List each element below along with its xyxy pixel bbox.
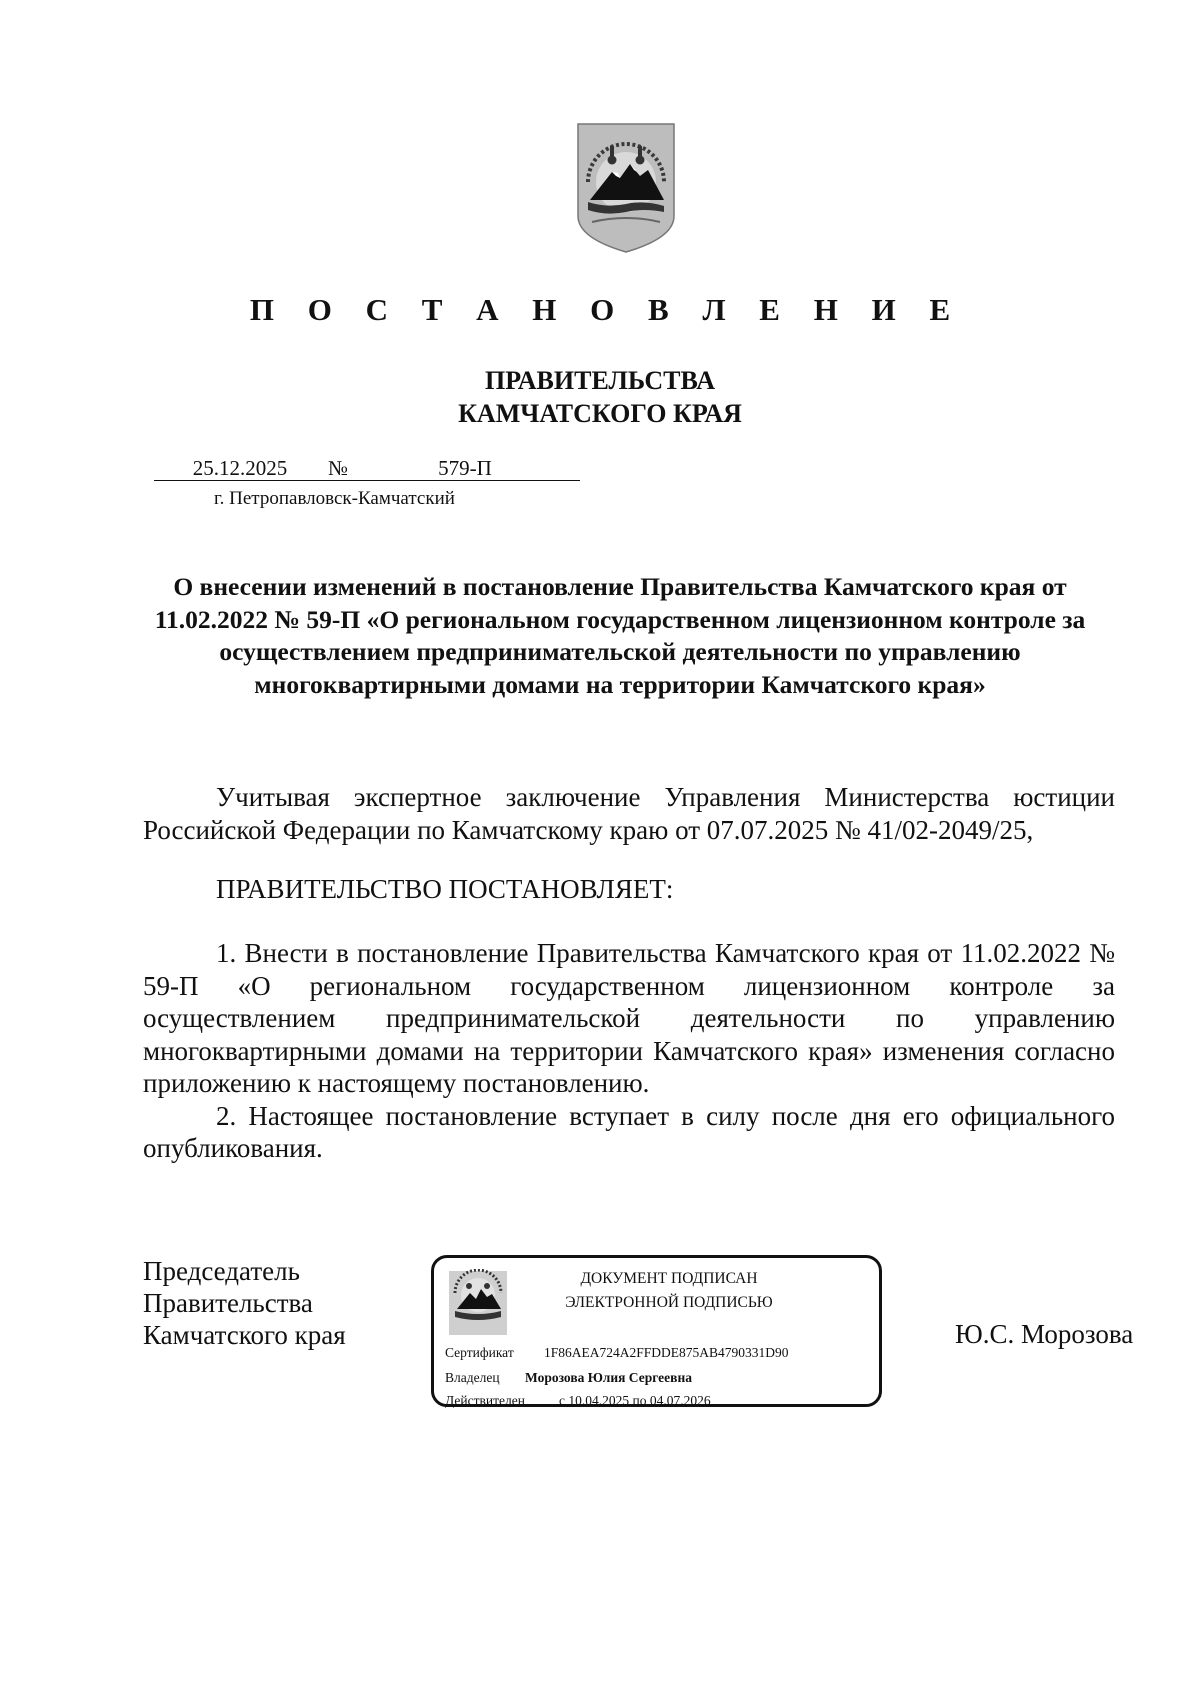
signer-name: Ю.С. Морозова [955,1319,1134,1349]
preamble-text: Учитывая экспертное заключение Управления Министерства юстиции Российской Федерации по Камчатскому краю от 07.07.2025 № 41/02-2049/25, [143,782,1115,845]
stamp-header [544,1267,794,1315]
resolves-text: ПРАВИТЕЛЬСТВО ПОСТАНОВЛЯЕТ: [216,874,674,904]
certificate-value: 1F86AEA724A2FFDDE875AB4790331D90 [544,1345,789,1360]
item-1: 1. Внести в постановление Правительства Камчатского края от 11.02.2022 № 59-П «О региональном государственном лицензионном контроле за осуществлением предпринимательской деятельности по управлению многоквартирными домами на территории Камчатского края» изменения согласно приложению к настоящему постановлению. [143,938,1115,1098]
issuer-line-2: КАМЧАТСКОГО КРАЯ [458,399,742,428]
signer-position [143,1255,346,1351]
issuer-line-1: ПРАВИТЕЛЬСТВА [485,366,715,395]
document-title: О внесении изменений в постановление Правительства Камчатского края от 11.02.2022 № 59-П «О региональном государственном лицензионном контроле за осуществлением предпринимательской деятельности по управлению многоквартирными домами на территории Камчатского края» [154,572,1086,699]
issuer-heading [0,364,1200,430]
stamp-validity-row [445,1393,711,1409]
number-sign: № [327,456,349,480]
stamp-header-line-2: ЭЛЕКТРОННОЙ ПОДПИСЬЮ [565,1294,773,1311]
coat-of-arms-emblem [574,120,678,256]
items-section [143,937,1115,1165]
stamp-emblem-icon [447,1269,509,1337]
stamp-certificate-row [445,1345,789,1361]
certificate-label: Сертификат [445,1345,514,1360]
validity-value: с 10.04.2025 по 04.07.2026 [559,1393,711,1408]
position-line-1: Председатель [143,1256,300,1286]
preamble-paragraph [143,781,1115,846]
validity-label: Действителен [445,1393,525,1408]
resolves-paragraph [143,873,1115,906]
document-type-heading: П О С Т А Н О В Л Е Н И Е [249,292,964,327]
stamp-owner-row [445,1370,692,1386]
document-number: 579-П [350,456,580,481]
item-2: 2. Настоящее постановление вступает в силу после дня его официального опубликования. [143,1100,1115,1163]
position-line-3: Камчатского края [143,1320,346,1350]
document-date: 25.12.2025 [154,456,326,481]
electronic-signature-stamp [431,1255,882,1407]
owner-value: Морозова Юлия Сергеевна [525,1370,692,1385]
position-line-2: Правительства [143,1288,313,1318]
stamp-header-line-1: ДОКУМЕНТ ПОДПИСАН [580,1270,758,1287]
document-place: г. Петропавловск-Камчатский [214,488,455,509]
owner-label: Владелец [445,1370,500,1385]
